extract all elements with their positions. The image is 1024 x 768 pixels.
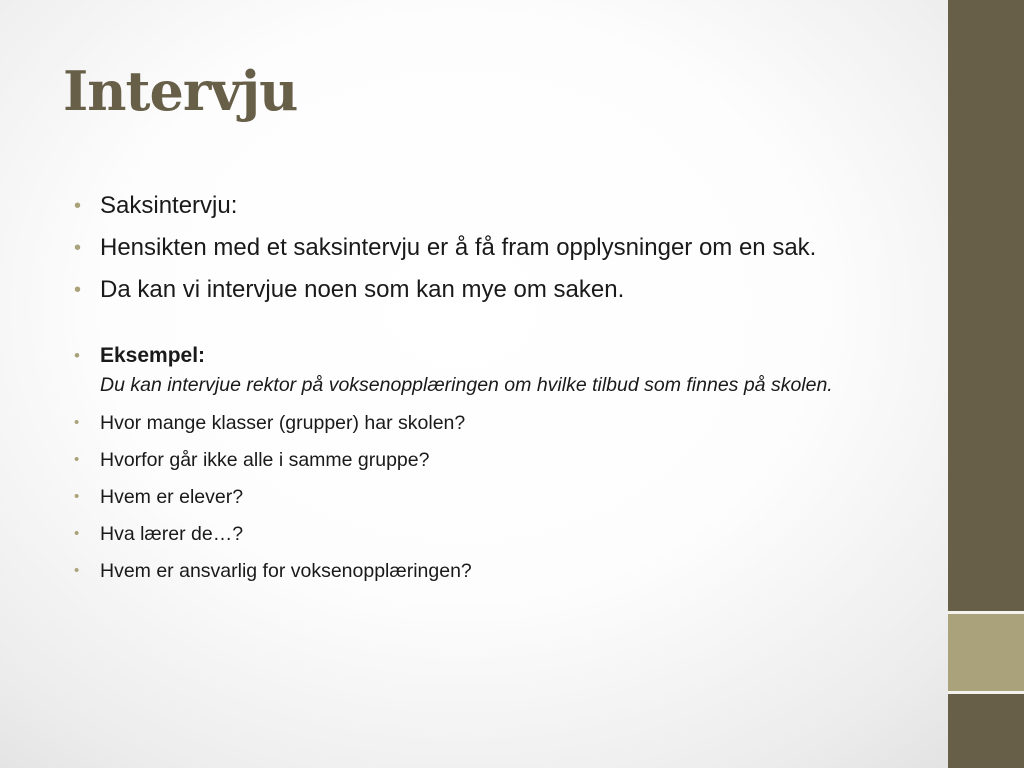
sidebar-divider xyxy=(948,691,1024,694)
question-item xyxy=(72,482,872,512)
question-text: Hva lærer de…? xyxy=(100,523,244,545)
bullet-item xyxy=(72,230,872,266)
question-item xyxy=(72,445,872,475)
bullet-dot-icon: • xyxy=(74,488,80,505)
bullet-list xyxy=(72,188,872,586)
question-item xyxy=(72,556,872,586)
bullet-text: Hensikten med et saksintervju er å få fram opplysninger om en sak. xyxy=(100,234,817,261)
example-label: Eksempel: xyxy=(100,344,206,367)
bullet-dot-icon: • xyxy=(74,562,80,579)
question-text: Hvor mange klasser (grupper) har skolen? xyxy=(100,412,466,434)
bullet-text: Da kan vi intervjue noen som kan mye om saken. xyxy=(100,276,625,303)
bullet-item xyxy=(72,272,872,308)
bullet-item xyxy=(72,188,872,224)
question-item xyxy=(72,519,872,549)
sidebar-accent-block xyxy=(948,614,1024,691)
question-text: Hvem er elever? xyxy=(100,486,244,508)
bullet-dot-icon: • xyxy=(74,195,82,217)
example-item xyxy=(72,342,872,400)
bullet-dot-icon: • xyxy=(74,279,82,301)
slide-content xyxy=(72,188,872,593)
bullet-dot-icon: • xyxy=(74,525,80,542)
question-text: Hvem er ansvarlig for voksenopplæringen? xyxy=(100,560,472,582)
bullet-dot-icon: • xyxy=(74,237,82,259)
bullet-dot-icon: • xyxy=(74,414,80,431)
question-item xyxy=(72,408,872,438)
slide-title: Intervju xyxy=(63,59,298,123)
bullet-text: Saksintervju: xyxy=(100,192,238,219)
bullet-dot-icon: • xyxy=(74,346,80,365)
question-text: Hvorfor går ikke alle i samme gruppe? xyxy=(100,449,430,471)
example-text: Du kan intervjue rektor på voksenopplæringen om hvilke tilbud som finnes på skolen. xyxy=(100,374,833,396)
bullet-dot-icon: • xyxy=(74,451,80,468)
